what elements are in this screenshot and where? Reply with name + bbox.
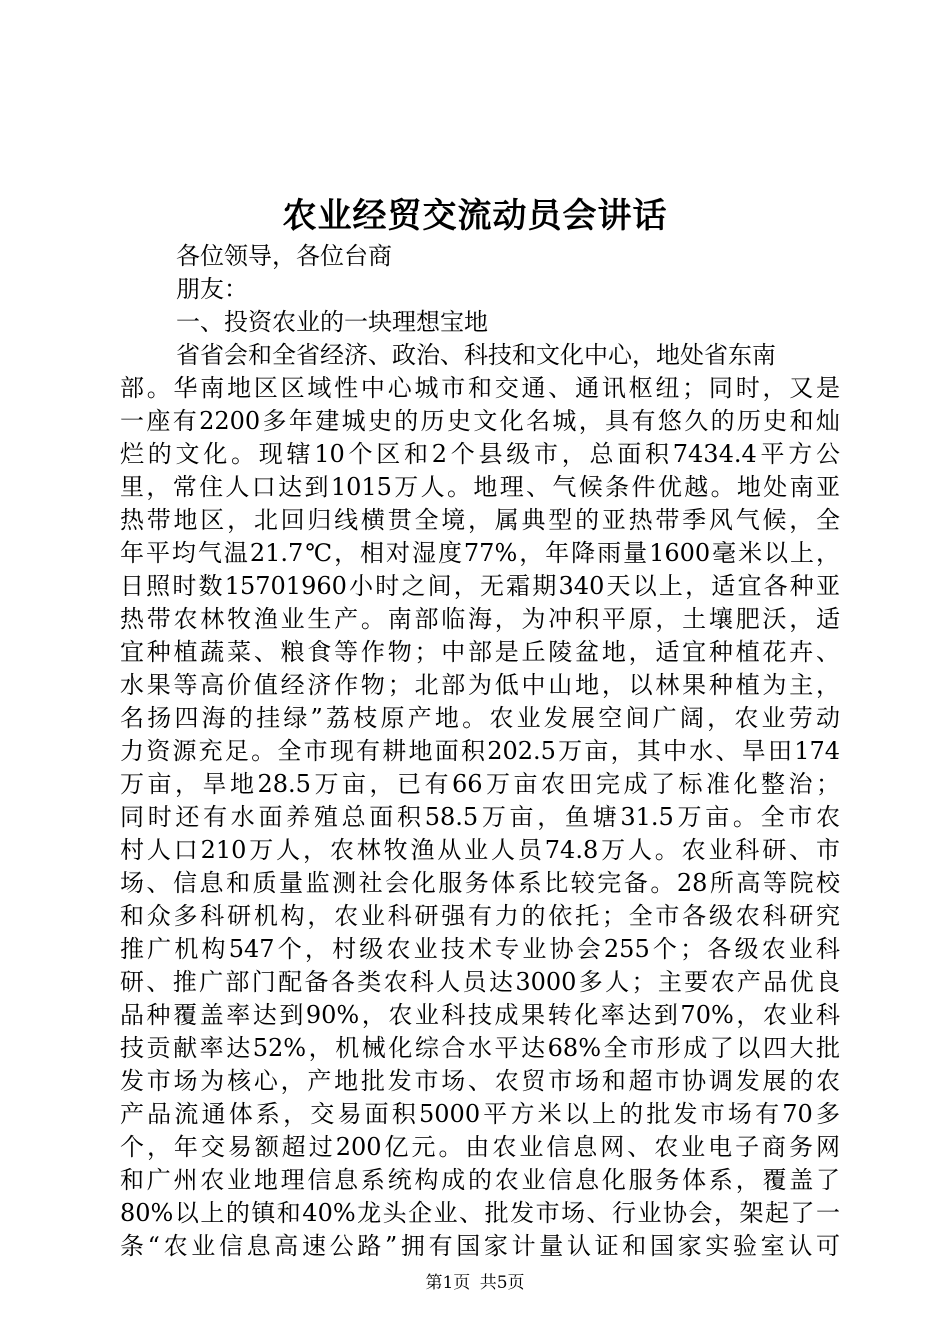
body-line: 里，常住人口达到1015万人。地理、气候条件优越。地处南亚 xyxy=(120,473,840,501)
body-line: 品种覆盖率达到90%，农业科技成果转化率达到70%，农业科 xyxy=(120,1001,840,1029)
body-line: 烂的文化。现辖10个区和2个县级市，总面积7434.4平方公 xyxy=(120,440,840,468)
document-body xyxy=(120,240,840,1263)
body-line: 万亩，旱地28.5万亩，已有66万亩农田完成了标准化整治； xyxy=(120,770,840,798)
body-line: 个，年交易额超过200亿元。由农业信息网、农业电子商务网 xyxy=(120,1133,840,1161)
body-line: 场、信息和质量监测社会化服务体系比较完备。28所高等院校 xyxy=(120,869,840,897)
body-line: 朋友： xyxy=(176,275,248,303)
body-line: 热带农林牧渔业生产。南部临海，为冲积平原，土壤肥沃，适 xyxy=(120,605,840,633)
body-line: 同时还有水面养殖总面积58.5万亩，鱼塘31.5万亩。全市农 xyxy=(120,803,840,831)
body-line: 年平均气温21.7℃，相对湿度77%，年降雨量1600毫米以上， xyxy=(120,539,840,567)
body-line: 条“农业信息高速公路”拥有国家计量认证和国家实验室认可 xyxy=(120,1232,840,1260)
document-title: 农业经贸交流动员会讲话 xyxy=(282,196,668,236)
body-line: 水果等高价值经济作物；北部为低中山地，以林果种植为主， xyxy=(120,671,840,699)
body-line: 各位领导，各位台商 xyxy=(176,242,392,270)
body-line: 力资源充足。全市现有耕地面积202.5万亩，其中水、旱田174 xyxy=(120,737,840,765)
body-line: 热带地区，北回归线横贯全境，属典型的亚热带季风气候，全 xyxy=(120,506,840,534)
body-line: 宜种植蔬菜、粮食等作物；中部是丘陵盆地，适宜种植花卉、 xyxy=(120,638,840,666)
body-line: 日照时数15701960小时之间，无霜期340天以上，适宜各种亚 xyxy=(120,572,840,600)
body-line: 产品流通体系，交易面积5000平方米以上的批发市场有70多 xyxy=(120,1100,840,1128)
body-line: 省省会和全省经济、政治、科技和文化中心，地处省东南 xyxy=(176,341,776,369)
page-number: 第1页 xyxy=(425,1273,471,1293)
body-line: 80%以上的镇和40%龙头企业、批发市场、行业协会，架起了一 xyxy=(120,1199,840,1227)
body-line: 部。华南地区区域性中心城市和交通、通讯枢纽；同时，又是 xyxy=(120,374,840,402)
body-line: 技贡献率达52%，机械化综合水平达68%全市形成了以四大批 xyxy=(120,1034,840,1062)
body-line: 一座有2200多年建城史的历史文化名城，具有悠久的历史和灿 xyxy=(120,407,840,435)
page-total: 共5页 xyxy=(479,1273,525,1293)
body-line: 研、推广部门配备各类农科人员达3000多人；主要农产品优良 xyxy=(120,968,840,996)
body-line: 发市场为核心，产地批发市场、农贸市场和超市协调发展的农 xyxy=(120,1067,840,1095)
page-footer xyxy=(0,1268,950,1293)
body-line: 名扬四海的挂绿”荔枝原产地。农业发展空间广阔，农业劳动 xyxy=(120,704,840,732)
body-line: 一、投资农业的一块理想宝地 xyxy=(176,308,488,336)
body-line: 和广州农业地理信息系统构成的农业信息化服务体系，覆盖了 xyxy=(120,1166,840,1194)
body-line: 推广机构547个，村级农业技术专业协会255个；各级农业科 xyxy=(120,935,840,963)
body-line: 村人口210万人，农林牧渔从业人员74.8万人。农业科研、市 xyxy=(120,836,840,864)
body-line: 和众多科研机构，农业科研强有力的依托；全市各级农科研究 xyxy=(120,902,840,930)
